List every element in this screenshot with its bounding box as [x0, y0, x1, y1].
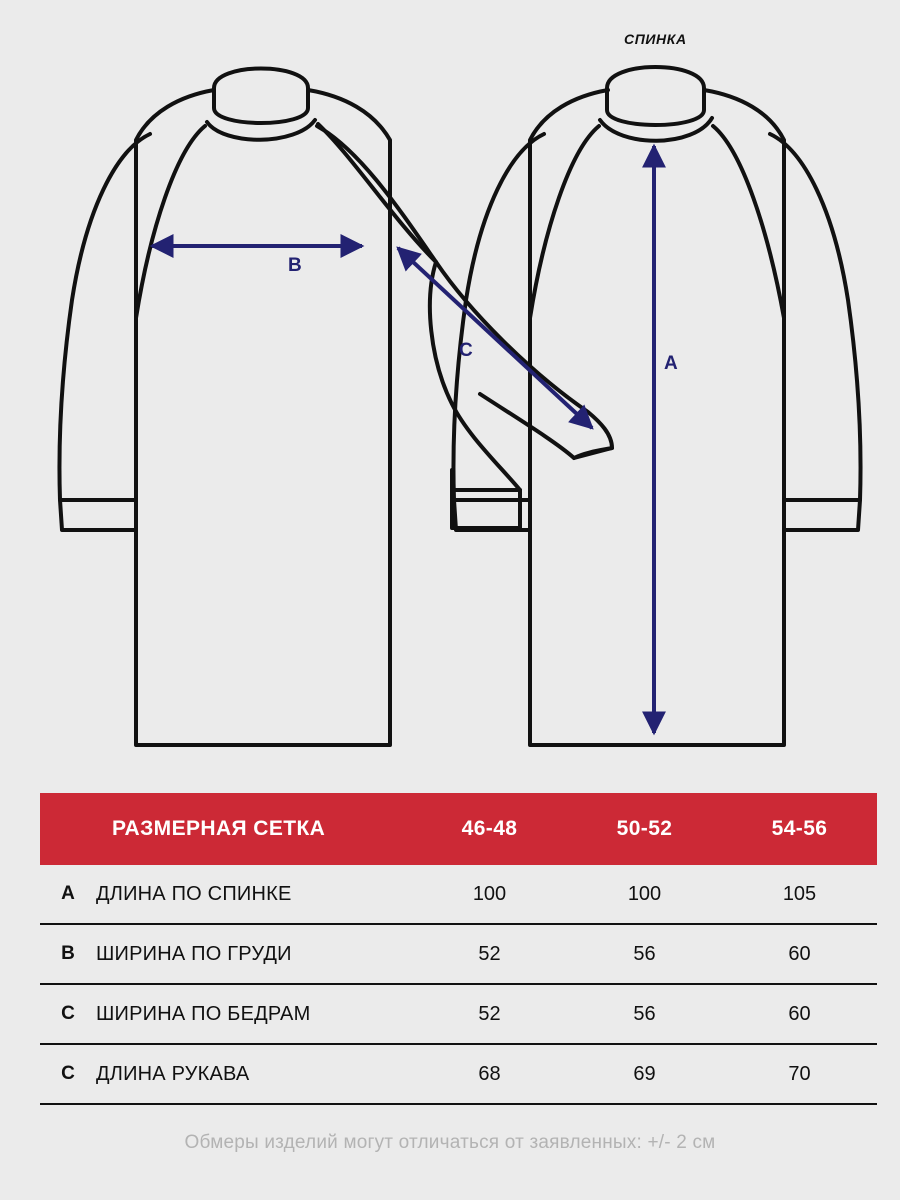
- row-marker: C: [61, 1063, 75, 1084]
- back-view-label: СПИНКА: [624, 31, 687, 47]
- row-name: ДЛИНА РУКАВА: [96, 1062, 250, 1085]
- size-table: [40, 793, 877, 1105]
- row-value-1: 52: [478, 1002, 501, 1025]
- row-marker: C: [61, 1003, 75, 1024]
- footnote-text: Обмеры изделий могут отличаться от заявленных: +/- 2 см: [184, 1132, 716, 1153]
- size-table-head: [40, 793, 877, 865]
- row-value-2: 69: [633, 1062, 656, 1085]
- row-value-3: 60: [788, 942, 811, 965]
- size-table-body: [40, 865, 877, 1104]
- row-marker: A: [61, 883, 75, 904]
- row-name: ШИРИНА ПО ГРУДИ: [96, 942, 292, 965]
- table-row: [40, 1044, 877, 1104]
- row-value-2: 100: [627, 882, 662, 905]
- row-value-1: 100: [472, 882, 507, 905]
- row-name: ДЛИНА ПО СПИНКЕ: [96, 882, 292, 905]
- row-name: ШИРИНА ПО БЕДРАМ: [96, 1002, 311, 1025]
- header-size-2: 50-52: [616, 817, 673, 840]
- row-value-2: 56: [633, 942, 656, 965]
- marker-label-a: A: [664, 353, 678, 374]
- marker-label-b: B: [288, 255, 302, 276]
- row-value-3: 105: [782, 882, 817, 905]
- header-title-cell: РАЗМЕРНАЯ СЕТКА: [112, 817, 326, 840]
- row-value-2: 56: [633, 1002, 656, 1025]
- row-value-3: 70: [788, 1062, 811, 1085]
- measure-arrow-c: [398, 248, 592, 428]
- header-size-3: 54-56: [771, 817, 828, 840]
- row-value-1: 52: [478, 942, 501, 965]
- size-table-wrapper: [40, 793, 860, 1105]
- row-value-1: 68: [478, 1062, 501, 1085]
- table-header-row: [40, 793, 877, 865]
- header-size-1: 46-48: [461, 817, 518, 840]
- table-row: [40, 924, 877, 984]
- row-marker: B: [61, 943, 75, 964]
- row-value-3: 60: [788, 1002, 811, 1025]
- table-row: [40, 865, 877, 924]
- table-row: [40, 984, 877, 1044]
- marker-label-c: C: [459, 340, 473, 361]
- header-mark-cell: [40, 793, 96, 865]
- back-view-outline: [454, 67, 861, 745]
